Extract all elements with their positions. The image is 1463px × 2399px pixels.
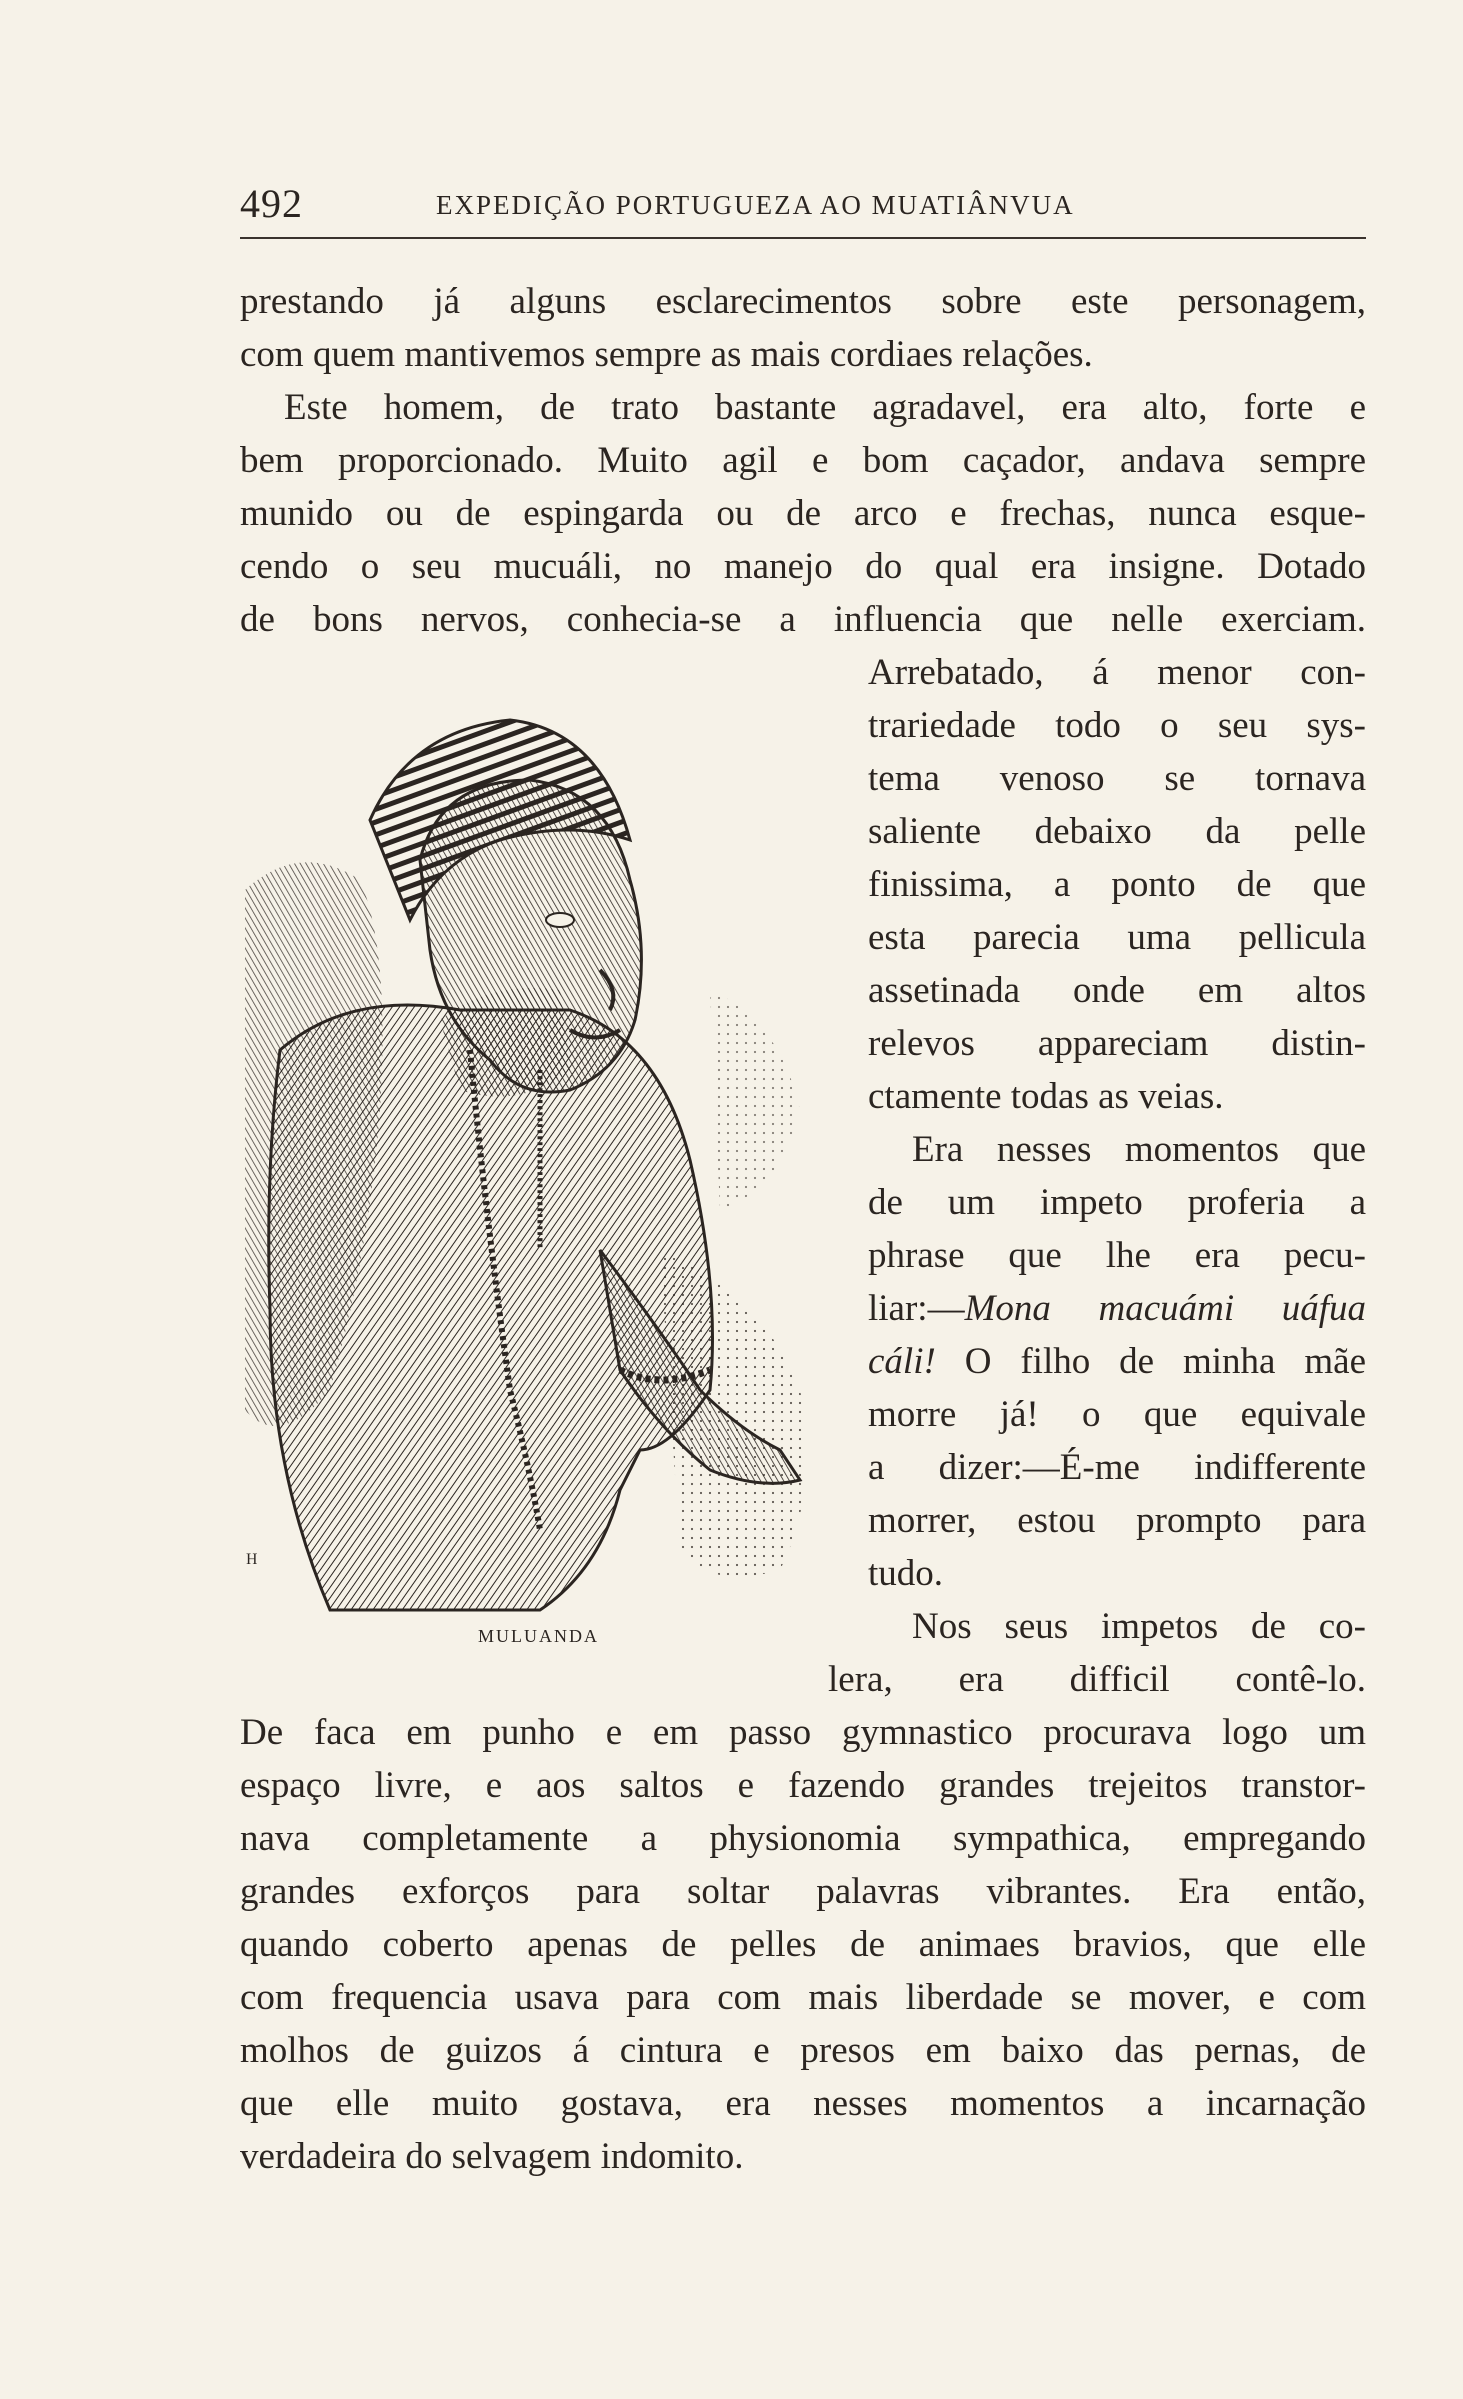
- text-line: prestando já alguns esclarecimentos sobre este personagem,: [240, 281, 1366, 322]
- engraving-illustration: [240, 690, 840, 1620]
- text-line: esta parecia uma pellicula: [868, 917, 1366, 958]
- text-fragment: O filho de minha mãe: [935, 1341, 1366, 1382]
- text-line: Este homem, de trato bastante agradavel, era alto, forte e: [284, 387, 1366, 428]
- text-line-quote: [868, 1282, 1366, 1335]
- text-line: com frequencia usava para com mais liberdade se mover, e com: [240, 1977, 1366, 2018]
- text-fragment: liar:—: [868, 1288, 965, 1329]
- text-column-right: [868, 646, 1366, 1653]
- text-line: saliente debaixo da pelle: [868, 811, 1366, 852]
- text-line: De faca em punho e em passo gymnastico procurava logo um: [240, 1712, 1366, 1753]
- text-line: bem proporcionado. Muito agil e bom caçador, andava sempre: [240, 440, 1366, 481]
- italic-quote: cáli!: [868, 1341, 936, 1382]
- text-line: cendo o seu mucuáli, no manejo do qual era insigne. Dotado: [240, 546, 1366, 587]
- text-line: verdadeira do selvagem indomito.: [240, 2136, 744, 2177]
- text-line: assetinada onde em altos: [868, 970, 1366, 1011]
- text-line: molhos de guizos á cintura e presos em baixo das pernas, de: [240, 2030, 1366, 2071]
- text-line: de um impeto proferia a: [868, 1182, 1366, 1223]
- text-line: morrer, estou prompto para: [868, 1500, 1366, 1541]
- text-line: trariedade todo o seu sys-: [868, 705, 1366, 746]
- text-line: a dizer:—É-me indifferente: [868, 1447, 1366, 1488]
- page-number: 492: [240, 181, 303, 226]
- text-line: finissima, a ponto de que: [868, 864, 1366, 905]
- engraver-mark: ᴴ: [246, 1548, 258, 1577]
- header-rule: [240, 237, 1366, 239]
- text-line: munido ou de espingarda ou de arco e frechas, nunca esque-: [240, 493, 1366, 534]
- text-line: Arrebatado, á menor con-: [868, 652, 1366, 693]
- text-block-bottom: [240, 1706, 1366, 2183]
- text-line: tudo.: [868, 1553, 944, 1594]
- text-line: com quem mantivemos sempre as mais cordiaes relações.: [240, 334, 1093, 375]
- text-line: de bons nervos, conhecia-se a influencia que nelle exerciam.: [240, 599, 1366, 640]
- text-line: tema venoso se tornava: [868, 758, 1366, 799]
- running-title: EXPEDIÇÃO PORTUGUEZA AO MUATIÂNVUA: [436, 190, 1075, 220]
- italic-quote: Mona macuámi uáfua: [964, 1288, 1366, 1329]
- text-line: quando coberto apenas de pelles de animaes bravios, que elle: [240, 1924, 1366, 1965]
- text-line: que elle muito gostava, era nesses momentos a incarnação: [240, 2083, 1366, 2124]
- text-line: ctamente todas as veias.: [868, 1076, 1224, 1117]
- text-line: espaço livre, e aos saltos e fazendo grandes trejeitos transtor-: [240, 1765, 1366, 1806]
- text-line: relevos appareciam distin-: [868, 1023, 1366, 1064]
- text-line: [868, 1335, 1366, 1388]
- text-line: Nos seus impetos de co-: [912, 1606, 1366, 1647]
- text-line: Era nesses momentos que: [912, 1129, 1366, 1170]
- text-line: morre já! o que equivale: [868, 1394, 1366, 1435]
- text-block-top: [240, 275, 1366, 646]
- figure-caption: MULUANDA: [478, 1626, 599, 1646]
- text-column-right-last: [828, 1653, 1366, 1706]
- running-header: [240, 180, 1366, 230]
- text-line: grandes exforços para soltar palavras vibrantes. Era então,: [240, 1871, 1366, 1912]
- text-line: lera, era difficil contê-lo.: [828, 1659, 1366, 1700]
- text-line: nava completamente a physionomia sympathica, empregando: [240, 1818, 1366, 1859]
- text-line: phrase que lhe era pecu-: [868, 1235, 1366, 1276]
